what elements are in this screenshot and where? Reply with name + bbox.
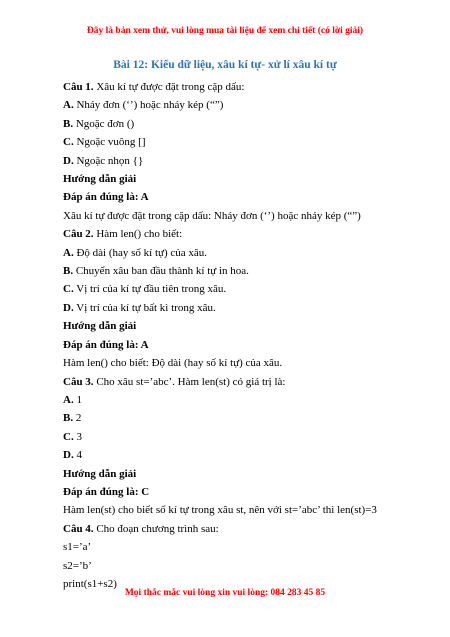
question-2 <box>63 225 430 243</box>
option-label: D. <box>63 154 74 167</box>
code-line: s2=’b’ <box>63 559 92 572</box>
explanation: Hàm len(st) cho biết số kí tự trong xâu st, nên với st=’abc’ thì len(st)=3 <box>63 504 377 517</box>
option-text: Vị trí của kí tự đầu tiên trong xâu. <box>73 283 227 296</box>
answer-line: Đáp án đúng là: C <box>63 485 150 498</box>
question-3 <box>63 373 430 391</box>
option-text: Ngoặc nhọn {} <box>73 154 144 167</box>
option-b <box>63 262 430 280</box>
explanation: Xâu kí tự được đặt trong cặp dấu: Nháy đơn (‘’) hoặc nháy kép (“”) <box>63 209 361 222</box>
option-text: Độ dài (hay số kí tự) của xâu. <box>73 246 208 259</box>
code-line: print(s1+s2) <box>63 577 117 590</box>
option-text: 2 <box>73 412 82 425</box>
option-text: Vị trí của kí tự bất kì trong xâu. <box>73 301 216 314</box>
answer-line: Đáp án đúng là: A <box>63 338 149 351</box>
question-1 <box>63 78 430 96</box>
option-label: B. <box>63 265 74 278</box>
option-label: A. <box>63 393 74 406</box>
question-label: Câu 2. <box>63 228 94 241</box>
lesson-title: Bài 12: Kiểu dữ liệu, xâu kí tự- xử lí xâu kí tự <box>113 59 337 71</box>
option-label: B. <box>63 117 74 130</box>
question-text: Xâu kí tự được đặt trong cặp dấu: <box>93 81 245 93</box>
question-label: Câu 4. <box>63 522 94 535</box>
option-label: A. <box>63 99 74 112</box>
option-label: C. <box>63 283 74 296</box>
option-text: Ngoặc vuông [] <box>73 136 146 149</box>
option-label: D. <box>63 449 74 462</box>
option-d <box>63 299 430 317</box>
option-text: Ngoặc đơn () <box>73 117 135 130</box>
preview-banner: Đây là bản xem thử, vui lòng mua tài liệu để xem chi tiết (có lời giải) <box>86 26 364 36</box>
contact-banner: Mọi thắc mắc vui lòng xin vui lòng: 084 283 45 85 <box>124 588 326 598</box>
explanation: Hàm len() cho biết: Độ dài (hay số kí tự) của xâu. <box>63 357 283 370</box>
option-text: 1 <box>73 393 82 406</box>
option-c <box>63 133 430 151</box>
document-body <box>63 78 430 593</box>
option-d <box>63 152 430 170</box>
solution-heading: Hướng dẫn giải <box>63 320 137 333</box>
option-label: C. <box>63 430 74 443</box>
option-a <box>63 244 430 262</box>
option-text: Nháy đơn (‘’) hoặc nháy kép (“”) <box>73 99 224 112</box>
option-b <box>63 409 430 427</box>
question-4 <box>63 520 430 538</box>
option-text: Chuyển xâu ban đầu thành kí tự in hoa. <box>73 265 249 278</box>
code-line: s1=’a’ <box>63 541 92 554</box>
question-text: Cho đoạn chương trình sau: <box>93 522 219 535</box>
solution-heading: Hướng dẫn giải <box>63 173 137 186</box>
option-text: 4 <box>73 449 82 462</box>
question-text: Cho xâu st=’abc’. Hàm len(st) có giá trị là: <box>93 375 286 388</box>
question-label: Câu 3. <box>63 375 94 388</box>
option-text: 3 <box>73 430 82 443</box>
option-label: D. <box>63 301 74 314</box>
option-a <box>63 96 430 114</box>
solution-heading: Hướng dẫn giải <box>63 467 137 480</box>
option-c <box>63 280 430 298</box>
question-text: Hàm len() cho biết: <box>93 228 183 241</box>
option-label: B. <box>63 412 74 425</box>
option-label: A. <box>63 246 74 259</box>
option-d <box>63 446 430 464</box>
option-label: C. <box>63 136 74 149</box>
option-b <box>63 115 430 133</box>
option-a <box>63 391 430 409</box>
option-c <box>63 428 430 446</box>
question-label: Câu 1. <box>63 81 94 93</box>
answer-line: Đáp án đúng là: A <box>63 191 149 204</box>
